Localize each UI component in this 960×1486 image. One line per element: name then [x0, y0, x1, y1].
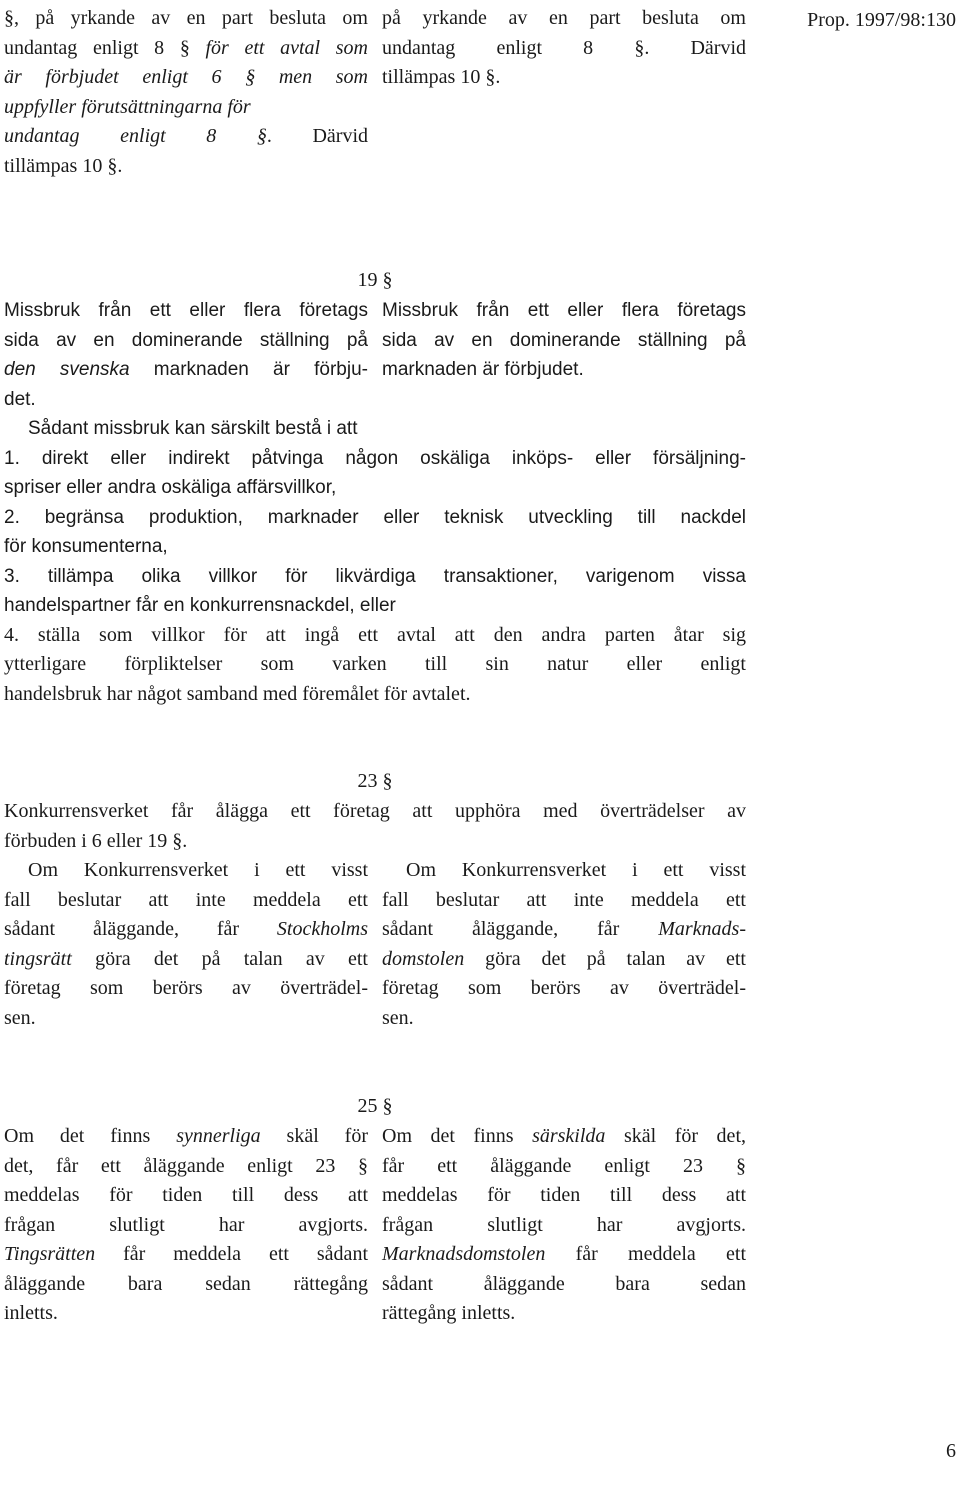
section-23-heading: 23 §: [357, 770, 393, 792]
section-19-heading: 19 §: [357, 269, 393, 291]
section-sign-icon: §: [358, 1154, 368, 1177]
list-item: 3. tillämpa olika villkor för likvärdiga transaktioner, varigenom vissa: [4, 565, 746, 587]
section-25-left-column: Om det finns synnerliga skäl för det, får ett åläggande enligt 23 § meddelas för tiden till dess att frågan slutligt har avgjorts. Tingsrätten får meddela ett sådant åläggande bara sedan rättegång inletts.: [4, 1125, 368, 1324]
section-sign-icon: §: [382, 1095, 393, 1117]
section-sign-icon: §: [245, 66, 256, 88]
list-item: för konsumenterna,: [4, 536, 168, 557]
section-sign-icon: §: [634, 36, 645, 59]
section-23-left-column: Om Konkurrensverket i ett visst fall beslutar att inte meddela ett sådant åläggande, får Stockholms tingsrätt göra det på talan av ett företag som berörs av överträdel- sen.: [4, 859, 368, 1029]
section-sign-icon: §: [256, 125, 267, 147]
section-sign-icon: §: [382, 770, 393, 792]
list-item: spriser eller andra oskäliga affärsvillkor,: [4, 477, 337, 498]
continuation-right-column: på yrkande av en part besluta om undantag enligt 8 §. Därvid tillämpas 10 §.: [382, 7, 746, 88]
section-sign-icon: §: [172, 829, 183, 852]
section-19-left-column: Missbruk från ett eller flera företags sida av en dominerande ställning på den svenska marknaden är förbju- det.: [4, 300, 368, 410]
section-sign-icon: §: [736, 1154, 746, 1177]
section-sign-icon: §: [107, 154, 118, 177]
list-item: 4. ställa som villkor för att ingå ett avtal att den andra parten åtar sig: [4, 623, 746, 646]
section-sign-icon: §: [485, 66, 496, 88]
section-23-lead: Konkurrensverket får ålägga ett företag att upphöra med överträdelser av förbuden i 6 eller 19 §.: [4, 800, 746, 852]
section-25-right-column: Om det finns särskilda skäl för det, får ett åläggande enligt 23 § meddelas för tiden till dess att frågan slutligt har avgjorts. Marknadsdomstolen får meddela ett sådant åläggande bara sedan rättegång inletts.: [382, 1125, 746, 1324]
section-19-right-column: Missbruk från ett eller flera företags sida av en dominerande ställning på marknaden är förbjudet.: [382, 300, 746, 380]
list-item: handelsbruk har något samband med föremålet för avtalet.: [4, 682, 471, 705]
section-25-heading: 25 §: [357, 1095, 393, 1117]
list-item: ytterligare förpliktelser som varken till sin natur eller enligt: [4, 653, 746, 675]
section-19-intro: Sådant missbruk kan särskilt bestå i att: [28, 418, 358, 439]
section-23-right-column: Om Konkurrensverket i ett visst fall beslutar att inte meddela ett sådant åläggande, får Marknads- domstolen göra det på talan av ett företag som berörs av överträdel- sen.: [382, 859, 746, 1029]
list-item: 2. begränsa produktion, marknader eller teknisk utveckling till nackdel: [4, 506, 746, 528]
list-item: handelspartner får en konkurrensnackdel, eller: [4, 595, 396, 616]
proposition-reference: Prop. 1997/98:130: [807, 9, 956, 31]
continuation-left-column: §, på yrkande av en part besluta om undantag enligt 8 § för ett avtal som är förbjudet enligt 6 § men som uppfyller förutsättningarna för undantag enligt 8 §. Därvid tillämpas 10 §.: [4, 7, 368, 177]
section-sign-icon: §: [382, 269, 393, 291]
section-19-common-text: [4, 414, 746, 709]
section-sign-icon: §: [179, 36, 190, 59]
section-sign-icon: §: [4, 7, 14, 29]
page-number: 6: [946, 1440, 956, 1462]
list-item: 1. direkt eller indirekt påtvinga någon oskäliga inköps- eller försäljning-: [4, 447, 746, 469]
